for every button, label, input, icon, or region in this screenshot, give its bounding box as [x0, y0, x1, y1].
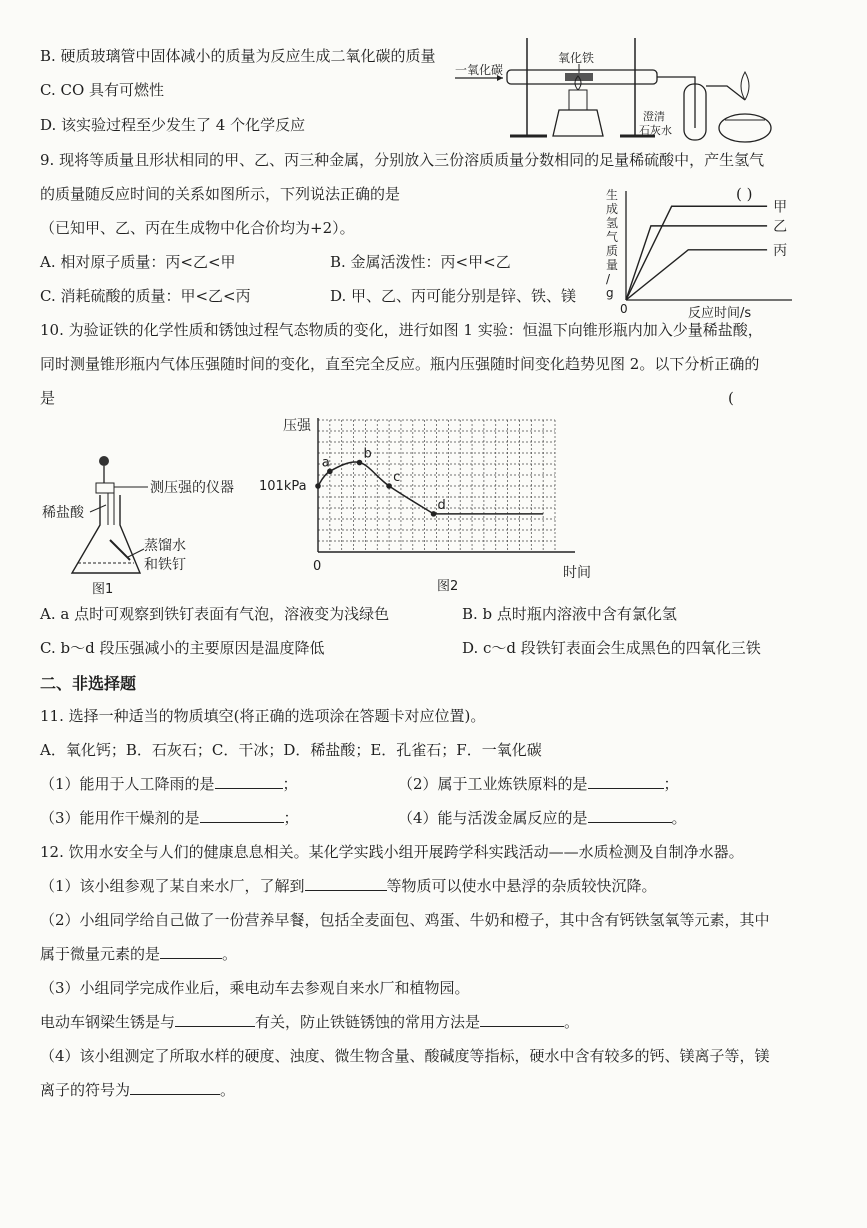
chart1-series-line-1 [626, 206, 767, 300]
q8-apparatus-figure [455, 28, 780, 148]
q12-part-4-line-2 [40, 1080, 235, 1100]
chart2-point-label-c: c [393, 470, 401, 485]
q11-part-1 [40, 774, 298, 794]
q10-option-a: A. a 点时可观察到铁钉表面有气泡，溶液变为浅绿色 [40, 605, 390, 623]
q12-part-4-line-1: （4）该小组测定了所取水样的硬度、浊度、微生物含量、酸碱度等指标，硬水中含有较多的钙、镁离子等，镁 [40, 1047, 770, 1065]
chart1-ylabel-char: 生 [606, 188, 619, 202]
q12-blank-1[interactable] [305, 876, 387, 891]
q10-stem-line-3: 是 [40, 389, 56, 407]
chart1-origin: 0 [620, 302, 628, 316]
q12-part-1-text-b: 等物质可以使水中悬浮的杂质较快沉降。 [386, 877, 657, 895]
q8-option-d: D. 该实验过程至少发生了 4 个化学反应 [40, 116, 306, 134]
q12-blank-3a[interactable] [175, 1012, 255, 1027]
q12-part-2-line-2 [40, 944, 237, 964]
chart1-ylabel-char: 质 [606, 244, 619, 258]
q8-option-b: B. 硬质玻璃管中固体减小的质量为反应生成二氧化碳的质量 [40, 47, 436, 65]
chart1-series-label-3: 丙 [773, 242, 788, 259]
q10-figure-1 [40, 455, 260, 600]
chart2-point-c [386, 483, 392, 489]
q12-part-1 [40, 876, 657, 896]
q9-option-d: D. 甲、乙、丙可能分别是锌、铁、镁 [330, 287, 577, 305]
fig1-caption: 图1 [92, 582, 114, 597]
q11-semicolon-2: ； [663, 775, 679, 793]
q12-stem: 12. 饮用水安全与人们的健康息息相关。某化学实践小组开展跨学科实践活动——水质检测及自制净水器。 [40, 843, 744, 861]
chart1-series-label-2: 乙 [773, 218, 788, 235]
chart1-series-line-2 [626, 226, 767, 300]
q12-blank-4[interactable] [130, 1080, 220, 1095]
chart1-ylabel-char: 成 [606, 202, 619, 216]
chart1-ylabel-char: / [606, 272, 611, 286]
limewater-label-2: 石灰水 [639, 124, 672, 137]
chart2-point-label-b: b [363, 446, 372, 462]
chart2-point-start [315, 483, 321, 489]
q9-option-a: A. 相对原子质量：丙<乙<甲 [40, 253, 236, 271]
section-title: 二、非选择题 [40, 674, 137, 693]
q9-answer-bracket: ( ) [736, 185, 753, 203]
q11-semicolon-1: ； [282, 775, 298, 793]
sensor-label: 测压强的仪器 [150, 480, 234, 496]
chart1-ylabel [606, 187, 618, 300]
co-label: 一氧化碳 [455, 63, 504, 77]
chart2-ylabel: 压强 [283, 418, 311, 434]
q11-part-2 [398, 774, 679, 794]
q10-stem-line-1: 10. 为验证铁的化学性质和锈蚀过程气态物质的变化，进行如图 1 实验：恒温下向锥形瓶内加入少量稀盐酸， [40, 321, 763, 339]
chart2-point-b [357, 460, 363, 466]
q9-hydrogen-chart [600, 185, 800, 325]
q11-part-1-text: （1）能用于人工降雨的是 [40, 775, 215, 793]
q12-part-3-text-2: 有关，防止铁链锈蚀的常用方法是 [255, 1013, 481, 1031]
q12-period-3: 。 [564, 1013, 580, 1031]
acid-label: 稀盐酸 [42, 505, 84, 521]
q11-part-2-text: （2）属于工业炼铁原料的是 [398, 775, 588, 793]
q11-stem: 11. 选择一种适当的物质填空(将正确的选项涂在答题卡对应位置)。 [40, 707, 486, 725]
q12-part-1-text-a: （1）该小组参观了某自来水厂，了解到 [40, 877, 305, 895]
q10-option-d: D. c～d 段铁钉表面会生成黑色的四氧化三铁 [462, 639, 761, 657]
q11-blank-3[interactable] [200, 808, 284, 823]
chart2-origin: 0 [313, 559, 322, 574]
q11-part-3-text: （3）能用作干燥剂的是 [40, 809, 200, 827]
q12-part-3-text-1: 电动车钢梁生锈是与 [40, 1013, 176, 1031]
q10-option-c: C. b～d 段压强减小的主要原因是温度降低 [40, 639, 325, 657]
q10-stem-line-2: 同时测量锥形瓶内气体压强随时间的变化，直至完全反应。瓶内压强随时间变化趋势见图 2。以下分析正确的 [40, 355, 760, 373]
q8-option-c: C. CO 具有可燃性 [40, 81, 165, 99]
fig2-caption: 图2 [437, 579, 459, 594]
q9-note: （已知甲、乙、丙在生成物中化合价均为+2）。 [40, 219, 355, 237]
q11-part-4 [398, 808, 687, 828]
q12-period-2: 。 [222, 945, 238, 963]
chart2-point-label-a: a [321, 455, 330, 471]
q12-part-4-text-b: 离子的符号为 [40, 1081, 131, 1099]
q12-part-3-line-2 [40, 1012, 579, 1032]
q12-blank-2[interactable] [160, 944, 222, 959]
chart2-point-d [431, 511, 437, 517]
q9-option-c: C. 消耗硫酸的质量：甲<乙<丙 [40, 287, 251, 305]
q11-part-4-text: （4）能与活泼金属反应的是 [398, 809, 588, 827]
q11-options: A．氧化钙；B．石灰石；C．干冰；D．稀盐酸；E．孔雀石；F．一氧化碳 [40, 741, 542, 759]
chart2-xlabel: 时间 [563, 565, 591, 581]
q12-blank-3b[interactable] [480, 1012, 564, 1027]
q11-period-4: 。 [671, 809, 687, 827]
chart1-ylabel-char: g [606, 286, 614, 300]
q9-stem-line-2: 的质量随反应时间的关系如图所示，下列说法正确的是 [40, 185, 401, 203]
q9-stem-line-1: 9. 现将等质量且形状相同的甲、乙、丙三种金属，分别放入三份溶质质量分数相同的足量稀硫酸中，产生氢气 [40, 151, 765, 169]
q12-part-2-line-1: （2）小组同学给自己做了一份营养早餐，包括全麦面包、鸡蛋、牛奶和橙子，其中含有钙铁氢氧等元素，其中 [40, 911, 770, 929]
fe2o3-label: 氧化铁 [558, 51, 595, 65]
q12-period-4: 。 [220, 1081, 236, 1099]
limewater-label-1: 澄清 [643, 110, 665, 123]
q11-semicolon-3: ； [283, 809, 299, 827]
q11-blank-2[interactable] [588, 774, 664, 789]
chart2-pressure-curve [318, 462, 434, 514]
q10-answer-bracket: ( [728, 389, 734, 407]
q10-option-b: B. b 点时瓶内溶液中含有氯化氢 [462, 605, 677, 623]
chart1-ylabel-char: 氢 [606, 216, 619, 230]
q11-blank-4[interactable] [588, 808, 672, 823]
chart1-ylabel-char: 气 [606, 230, 619, 244]
q12-part-3: （3）小组同学完成作业后，乘电动车去参观自来水厂和植物园。 [40, 979, 470, 997]
q9-option-b: B. 金属活泼性：丙<甲<乙 [330, 253, 511, 271]
q11-blank-1[interactable] [215, 774, 283, 789]
water-label-2: 和铁钉 [144, 557, 186, 573]
q12-part-2-text-b: 属于微量元素的是 [40, 945, 161, 963]
chart2-ytick: 101kPa [259, 479, 307, 494]
water-label-1: 蒸馏水 [144, 538, 186, 554]
q11-part-3 [40, 808, 299, 828]
chart1-series-label-1: 甲 [773, 199, 788, 216]
q10-pressure-chart [255, 412, 615, 602]
chart1-ylabel-char: 量 [606, 258, 619, 272]
chart2-point-label-d: d [437, 497, 446, 513]
chart1-xlabel: 反应时间/s [688, 306, 752, 321]
